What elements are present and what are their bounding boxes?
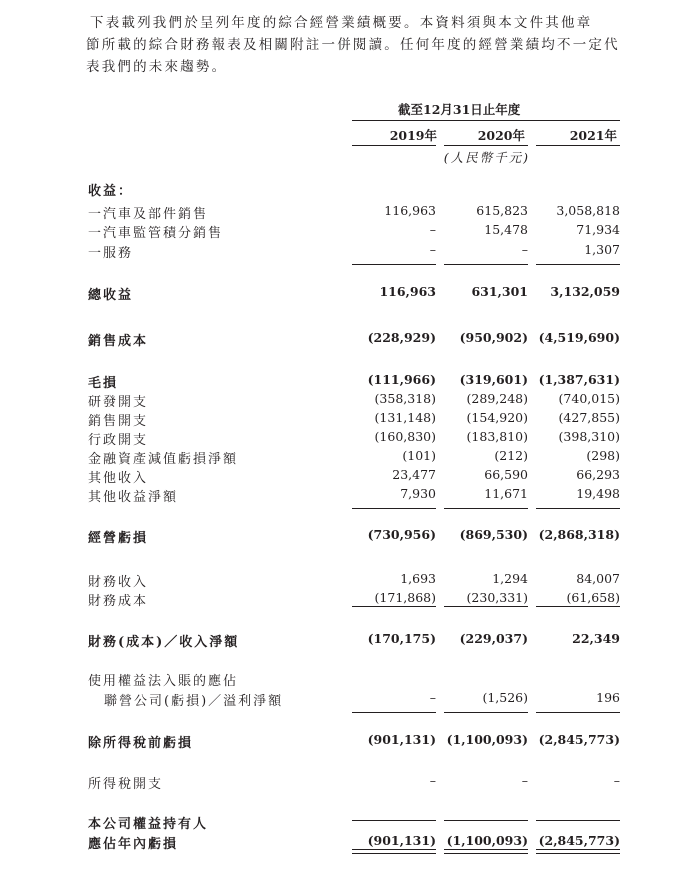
row-label: 行政開支 [88, 433, 149, 448]
row-value-2021: 1,307 [584, 242, 620, 257]
row-value-2019: (170,175) [367, 631, 436, 646]
final-double-line-2020 [444, 849, 528, 854]
row-label: 一汽車及部件銷售 [88, 207, 209, 222]
pretax-line-2019 [352, 712, 436, 713]
row-label: 其他收入 [88, 471, 149, 486]
row-value-2021: (1,387,631) [538, 372, 620, 387]
row-label: 銷售成本 [88, 334, 149, 349]
row-label: 其他收益淨額 [88, 490, 179, 505]
row-value-2020: (212) [494, 448, 528, 463]
row-label: 經營虧損 [88, 531, 149, 546]
row-value-2019: – [429, 690, 436, 705]
row-value-2021: (427,855) [558, 410, 620, 425]
row-value-2020: (154,920) [466, 410, 528, 425]
pretax-line-2021 [536, 712, 620, 713]
row-value-2019: (171,868) [374, 590, 436, 605]
row-value-2020: (319,601) [459, 372, 528, 387]
row-value-2020: (1,100,093) [446, 732, 528, 747]
row-value-2019: (101) [402, 448, 436, 463]
row-value-2019: (730,956) [367, 527, 436, 542]
final-double-line-2021 [536, 849, 620, 854]
row-label: 收益： [88, 184, 134, 199]
row-value-2021: 71,934 [576, 222, 620, 237]
row-value-2019: (901,131) [367, 833, 436, 848]
final-top-line-2020 [444, 820, 528, 821]
row-value-2021: 66,293 [576, 467, 620, 482]
row-value-2019: 23,477 [392, 467, 436, 482]
row-label: 毛損 [88, 376, 119, 391]
row-label: 研發開支 [88, 395, 149, 410]
row-value-2019: 1,693 [400, 571, 436, 586]
final-top-line-2021 [536, 820, 620, 821]
subtotal-line-2021 [536, 264, 620, 265]
intro-line-2: 節所載的綜合財務報表及相關附註一併閱讀。任何年度的經營業績均不一定代 [86, 37, 620, 53]
row-value-2020: (869,530) [459, 527, 528, 542]
row-value-2020: 1,294 [492, 571, 528, 586]
row-value-2021: (2,868,318) [538, 527, 620, 542]
row-value-2021: (61,658) [566, 590, 620, 605]
row-label: 聯營公司(虧損)／溢利淨額 [104, 694, 284, 709]
intro-line-3: 表我們的未來趨勢。 [86, 59, 228, 75]
row-label: 本公司權益持有人 [88, 817, 209, 832]
year-2021-header: 2021年 [569, 128, 617, 143]
row-value-2020: (289,248) [466, 391, 528, 406]
year-2019-header: 2019年 [389, 128, 437, 143]
subtotal-line-2019 [352, 264, 436, 265]
row-label: 所得稅開支 [88, 777, 164, 792]
row-label: 使用權益法入賬的應佔 [88, 674, 239, 689]
row-value-2021: – [613, 773, 620, 788]
opex-line-2021 [536, 508, 620, 509]
row-label: 一服務 [88, 246, 134, 261]
row-value-2021: 3,058,818 [556, 203, 620, 218]
row-value-2019: – [429, 222, 436, 237]
period-underline [352, 120, 620, 121]
row-value-2019: (358,318) [374, 391, 436, 406]
row-value-2019: (111,966) [367, 372, 436, 387]
row-label: 除所得稅前虧損 [88, 736, 194, 751]
row-value-2019: (228,929) [367, 330, 436, 345]
opex-line-2019 [352, 508, 436, 509]
row-value-2019: (131,148) [374, 410, 436, 425]
final-double-line-2019 [352, 849, 436, 854]
row-value-2021: (2,845,773) [538, 833, 620, 848]
row-value-2021: (4,519,690) [538, 330, 620, 345]
row-label: 應佔年內虧損 [88, 837, 179, 852]
row-value-2019: 116,963 [384, 203, 436, 218]
row-value-2020: 615,823 [476, 203, 528, 218]
row-value-2021: 22,349 [572, 631, 620, 646]
row-value-2021: 3,132,059 [550, 284, 620, 299]
row-value-2021: 196 [596, 690, 620, 705]
row-value-2019: (901,131) [367, 732, 436, 747]
row-value-2020: 11,671 [484, 486, 528, 501]
row-value-2020: – [521, 773, 528, 788]
row-value-2020: (950,902) [459, 330, 528, 345]
period-header: 截至12月31日止年度 [398, 102, 521, 117]
year-underline-2020 [444, 145, 528, 146]
row-value-2020: 631,301 [471, 284, 528, 299]
row-label: 財務(成本)／收入淨額 [88, 635, 240, 650]
final-top-line-2019 [352, 820, 436, 821]
row-value-2019: 116,963 [379, 284, 436, 299]
row-label: 財務收入 [88, 575, 149, 590]
year-underline-2019 [352, 145, 436, 146]
row-value-2020: (229,037) [459, 631, 528, 646]
row-label: 總收益 [88, 288, 134, 303]
year-2020-header: 2020年 [477, 128, 525, 143]
row-value-2021: (740,015) [558, 391, 620, 406]
row-value-2021: (2,845,773) [538, 732, 620, 747]
row-value-2021: 84,007 [576, 571, 620, 586]
intro-paragraph [88, 12, 628, 78]
row-value-2020: (230,331) [466, 590, 528, 605]
row-value-2019: – [429, 242, 436, 257]
row-value-2020: 66,590 [484, 467, 528, 482]
finance-line-2020 [444, 606, 528, 607]
opex-line-2020 [444, 508, 528, 509]
pretax-line-2020 [444, 712, 528, 713]
row-label: 一汽車監管積分銷售 [88, 226, 224, 241]
row-value-2021: 19,498 [576, 486, 620, 501]
row-value-2021: (298) [586, 448, 620, 463]
unit-label: (人民幣千元) [443, 150, 530, 165]
row-value-2019: – [429, 773, 436, 788]
row-value-2019: (160,830) [374, 429, 436, 444]
row-value-2020: (1,526) [482, 690, 528, 705]
intro-line-1: 下表載列我們於呈列年度的綜合經營業績概要。本資料須與本文件其他章 [90, 15, 593, 31]
finance-line-2019 [352, 606, 436, 607]
row-value-2019: 7,930 [400, 486, 436, 501]
row-label: 金融資產減值虧損淨額 [88, 452, 239, 467]
subtotal-line-2020 [444, 264, 528, 265]
row-label: 財務成本 [88, 594, 149, 609]
row-value-2020: 15,478 [484, 222, 528, 237]
row-value-2021: (398,310) [558, 429, 620, 444]
row-value-2020: (1,100,093) [446, 833, 528, 848]
row-value-2020: – [521, 242, 528, 257]
row-value-2020: (183,810) [466, 429, 528, 444]
row-label: 銷售開支 [88, 414, 149, 429]
year-underline-2021 [536, 145, 620, 146]
finance-line-2021 [536, 606, 620, 607]
